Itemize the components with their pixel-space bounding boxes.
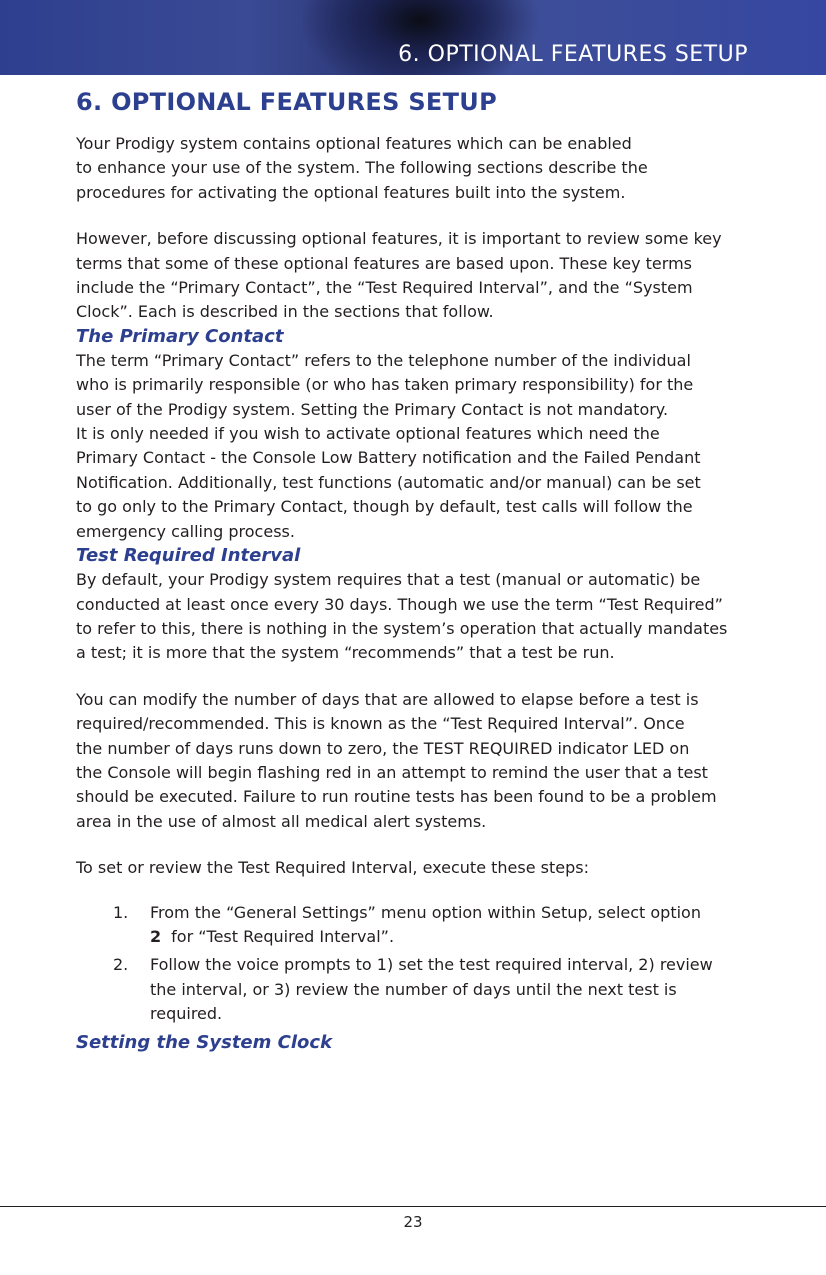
step-number: 2. bbox=[113, 955, 129, 975]
step-text: Follow the voice prompts to 1) set the test required interval, 2) review the interval, or 3) review the number of days until the next test is required. bbox=[150, 955, 713, 1024]
option-key: 2 bbox=[150, 926, 162, 946]
step-text-part-a: From the “General Settings” menu option within Setup, select option bbox=[150, 902, 701, 922]
test-required-heading: Test Required Interval bbox=[76, 545, 301, 567]
step-text bbox=[150, 901, 766, 950]
step-text-part-b: for “Test Required Interval”. bbox=[171, 926, 395, 946]
test-required-paragraph-2: You can modify the number of days that are allowed to elapse before a test is required/recommended. This is known as the “Test Required Interval”. Once the number of days runs down to zero, the TEST REQUIRED indicator LED on the Console will begin flashing red in an attempt to remind the user that a test should be executed. Failure to run routine tests has been found to be a problem area in the use of almost all medical alert systems. bbox=[76, 689, 717, 831]
footer-divider bbox=[0, 1206, 826, 1207]
header-band-title: 6. OPTIONAL FEATURES SETUP bbox=[398, 42, 748, 67]
page-content bbox=[76, 88, 766, 1055]
system-clock-heading: Setting the System Clock bbox=[76, 1031, 333, 1053]
list-item bbox=[76, 901, 766, 950]
intro-paragraph-1: Your Prodigy system contains optional features which can be enabled to enhance your use of the system. The following sections describe the procedures for activating the optional features built into the system. bbox=[76, 134, 648, 202]
list-item bbox=[76, 953, 766, 1026]
page-title: 6. OPTIONAL FEATURES SETUP bbox=[76, 88, 497, 116]
primary-contact-body: The term “Primary Contact” refers to the telephone number of the individual who is primarily responsible (or who has taken primary responsibility) for the user of the Prodigy system. Setting the Primary Contact is not mandatory. It is only needed if you wish to activate optional features which need the Primary Contact - the Console Low Battery notification and the Failed Pendant Notification. Additionally, test functions (automatic and/or manual) can be set to go only to the Primary Contact, though by default, test calls will follow the emergency calling process. bbox=[76, 350, 701, 541]
test-required-paragraph-1: By default, your Prodigy system requires that a test (manual or automatic) be conducted at least once every 30 days. Though we use the term “Test Required” to refer to this, there is nothing in the system’s operation that actually mandates a test; it is more that the system “recommends” that a test be run. bbox=[76, 570, 728, 663]
page-number: 23 bbox=[403, 1213, 423, 1231]
header-band bbox=[0, 0, 826, 75]
primary-contact-heading: The Primary Contact bbox=[76, 325, 284, 347]
step-number: 1. bbox=[113, 902, 129, 922]
steps-list bbox=[76, 901, 766, 1027]
test-required-paragraph-3: To set or review the Test Required Interval, execute these steps: bbox=[76, 858, 589, 878]
intro-paragraph-2: However, before discussing optional features, it is important to review some key terms that some of these optional features are based upon. These key terms include the “Primary Contact”, the “Test Required Interval”, and the “System Clock”. Each is described in the sections that follow. bbox=[76, 229, 722, 322]
